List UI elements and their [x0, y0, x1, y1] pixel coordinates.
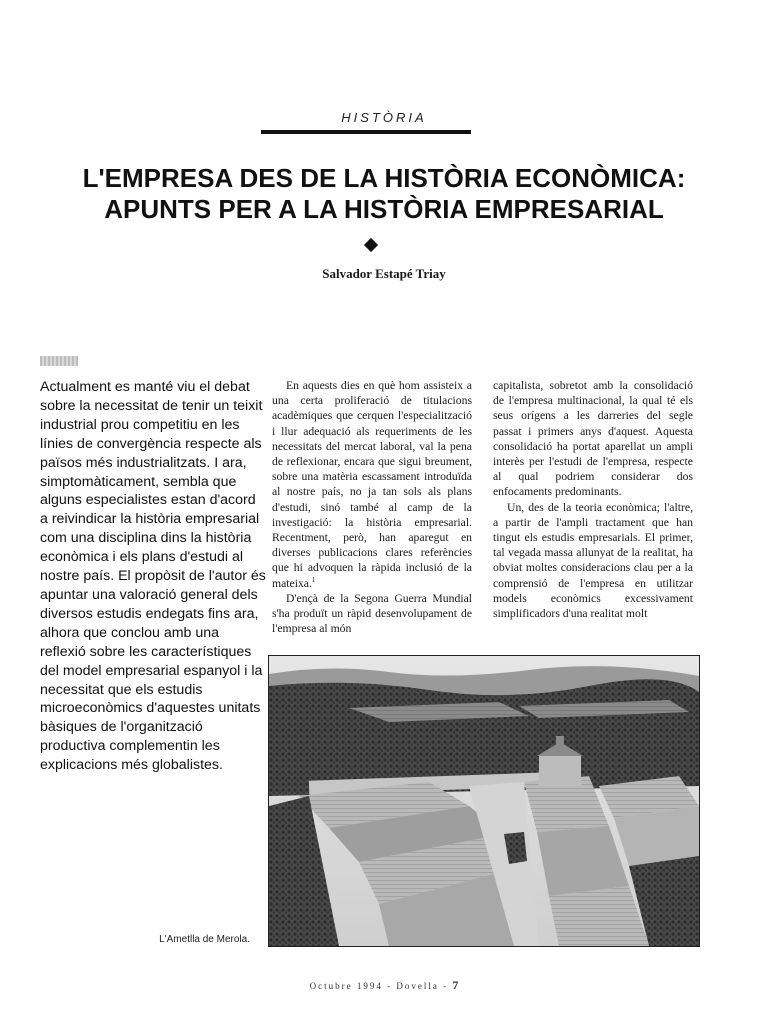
photo-industrial-colony	[268, 655, 700, 947]
title-line-2: APUNTS PER A LA HISTÒRIA EMPRESARIAL	[104, 194, 664, 224]
col2-paragraph-2: Un, des de la teoria econòmica; l'altre, a partir de l'ampli tractament que han tingut els estudis empresarials. El primer, tal vegada massa allunyat de la realitat, ha obviat moltes consideracions clau per a la comprensió de l'empresa en utilitzar models econòmics excessivament simplificadors d'una realitat molt	[493, 500, 693, 621]
abstract	[40, 378, 266, 775]
footnote-ref: 1	[311, 575, 316, 584]
col1-paragraph-1-text: En aquests dies en què hom assisteix a una certa proliferació de titulacions acadèmiques que cerquen l'especialització i llur adequació als requeriments de les necessitats del mercat laboral, val la pena de reflexionar, encara que sigui breument, sobre una matèria escassament introduïda al nostre país, no ja tan sols als plans d'estudi, sinó també al camp de la investigació: la història empresarial. Recentment, però, han aparegut en diverses publicacions clares referències que hi advoquen la ràpida inclusió de la mateixa.	[272, 379, 472, 590]
abstract-text: Actualment es manté viu el debat sobre la necessitat de tenir un teixit industrial prou competitiu en les línies de convergència respecte als països més industrialitzats. I ara, simptomàticament, sembla que alguns especialistes estan d'acord a reivindicar la història empresarial com una disciplina dins la història econòmica i els plans d'estudi al nostre país. El propòsit de l'autor és apuntar una valoració general dels diversos estudis endegats fins ara, alhora que conclou amb una reflexió sobre les característiques del model empresarial espanyol i la necessitat que els estudis microeconòmics d'aquestes unitats bàsiques de l'organització productiva complementin les explicacions més globalistes.	[40, 379, 266, 774]
photo-caption: L'Ametlla de Merola.	[159, 934, 250, 945]
col2-paragraph-1: capitalista, sobretot amb la consolidació de l'empresa multinacional, la qual té els seus orígens a les darreries del segle passat i primers anys d'aquest. Aquesta consolidació ha portat aparellat un ampli interès per l'estudi de l'empresa, respecte al qual podriem considerar dos enfocaments predominants.	[493, 379, 693, 499]
section-rule	[261, 130, 471, 134]
body-column-1	[272, 378, 472, 636]
article-title	[40, 163, 728, 225]
body-column-2	[493, 378, 693, 621]
page-number: 7	[452, 978, 459, 992]
diamond-ornament-icon	[364, 238, 378, 252]
title-line-1: L'EMPRESA DES DE LA HISTÒRIA ECONÒMICA:	[82, 163, 686, 193]
author-name: Salvador Estapé Triay	[322, 266, 446, 281]
page-footer	[0, 978, 768, 993]
photo-illustration	[269, 656, 699, 946]
decorative-bar	[40, 356, 78, 366]
section-label: HISTÒRIA	[341, 110, 427, 125]
footer-text: Octubre 1994 - Dovella -	[309, 981, 449, 991]
col1-paragraph-2: D'ençà de la Segona Guerra Mundial s'ha produït un ràpid desenvolupament de l'empresa al món	[272, 591, 472, 636]
col1-paragraph-1	[272, 378, 472, 591]
